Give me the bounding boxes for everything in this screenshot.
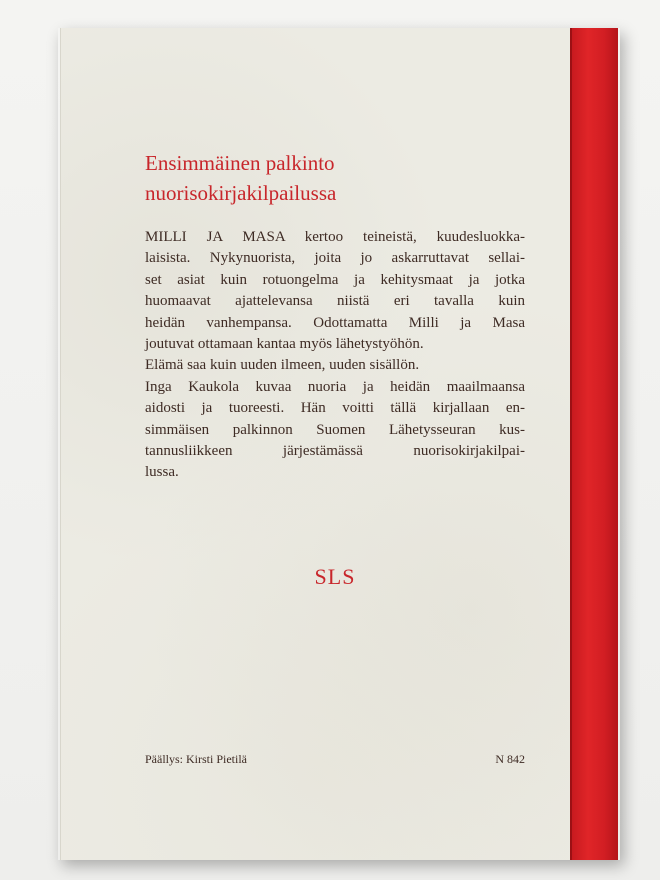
blurb-paragraph [145,227,525,484]
cover-headline [145,148,545,208]
blurb-line: tannusliikkeen järjestämässä nuorisokirjakilpai- [145,442,525,459]
blurb-line: aidosti ja tuoreesti. Hän voitti tällä kirjallaan en- [145,400,525,417]
blurb-line: heidän vanhempansa. Odottamatta Milli ja Masa [145,314,525,331]
blurb-line: MILLI JA MASA kertoo teineistä, kuudesluokka- [145,229,525,245]
blurb-line: Elämä saa kuin uuden ilmeen, uuden sisällön. [145,357,420,374]
book-spine [572,28,618,860]
blurb-line: huomaavat ajattelevansa niistä eri tavalla kuin [145,293,525,310]
blurb-line: laisista. Nykynuorista, joita jo askarruttavat sellai- [145,250,525,267]
headline-line: nuorisokirjakilpailussa [145,181,337,205]
product-code: N 842 [495,752,525,766]
cover-credit: Päällys: Kirsti Pietilä [145,752,247,766]
headline-line: Ensimmäinen palkinto [145,151,335,175]
blurb-line: joutuvat ottamaan kantaa myös lähetystyöhön. [145,335,424,352]
blurb-line: simmäisen palkinnon Suomen Lähetysseuran kus- [145,421,525,438]
blurb-line: set asiat kuin rotuongelma ja kehitysmaat ja jotka [145,271,525,288]
publisher-logo: SLS [314,564,356,589]
blurb-line: lussa. [145,464,179,481]
blurb-line: Inga Kaukola kuvaa nuoria ja heidän maailmaansa [145,378,525,395]
